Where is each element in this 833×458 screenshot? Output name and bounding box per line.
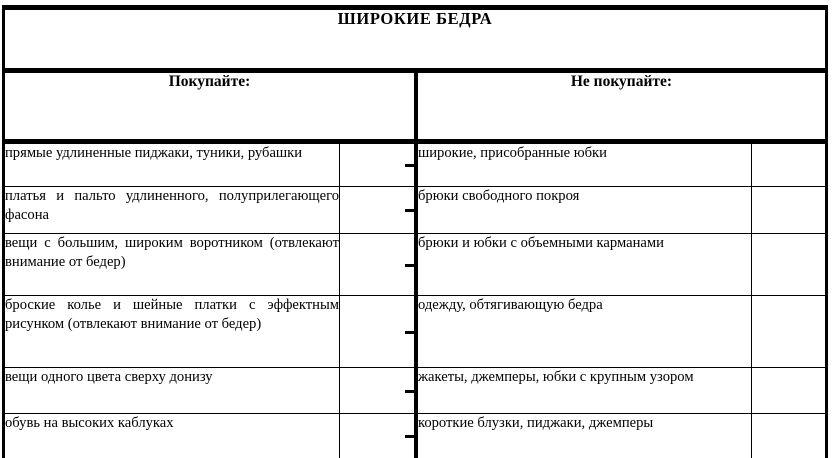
cell-buy-note (340, 368, 416, 414)
cell-buy: обувь на высоких каблуках (4, 414, 340, 458)
cell-buy-note (340, 142, 416, 187)
cell-dont-buy-note (752, 368, 827, 414)
table-row (4, 414, 827, 458)
row-tick-mark (405, 331, 414, 334)
table-header-row (4, 71, 827, 142)
table-row (4, 234, 827, 296)
row-tick-mark (405, 209, 414, 212)
column-header-buy (4, 71, 416, 142)
cell-buy-note (340, 187, 416, 234)
cell-dont-buy: жакеты, джемперы, юбки с крупным узором (416, 368, 752, 414)
cell-dont-buy-note (752, 296, 827, 368)
table-row (4, 296, 827, 368)
table-row (4, 142, 827, 187)
cell-dont-buy-note (752, 414, 827, 458)
cell-dont-buy: широкие, присобранные юбки (416, 142, 752, 187)
cell-dont-buy: брюки свободного покроя (416, 187, 752, 234)
cell-buy-note (340, 296, 416, 368)
cell-dont-buy-note (752, 187, 827, 234)
cell-buy: прямые удлиненные пиджаки, туники, рубашки (4, 142, 340, 187)
cell-buy-note (340, 414, 416, 458)
cell-dont-buy-note (752, 234, 827, 296)
cell-buy: вещи с большим, широким воротником (отвлекают внимание от бедер) (4, 234, 340, 296)
cell-dont-buy: одежду, обтягивающую бедра (416, 296, 752, 368)
table-title-row (4, 8, 827, 71)
table-row (4, 368, 827, 414)
table-title-cell (4, 8, 827, 71)
cell-dont-buy: короткие блузки, пиджаки, джемперы (416, 414, 752, 458)
cell-dont-buy: брюки и юбки с объемными карманами (416, 234, 752, 296)
cell-buy: платья и пальто удлиненного, полуприлегающего фасона (4, 187, 340, 234)
cell-buy: вещи одного цвета сверху донизу (4, 368, 340, 414)
page-title: ШИРОКИЕ БЕДРА (337, 9, 493, 28)
cell-dont-buy-note (752, 142, 827, 187)
row-tick-mark (405, 164, 414, 167)
cell-buy: броские колье и шейные платки с эффектным рисунком (отвлекают внимание от бедер) (4, 296, 340, 368)
cell-buy-note (340, 234, 416, 296)
row-tick-mark (405, 264, 414, 267)
row-tick-mark (405, 390, 414, 393)
column-header-dont-buy-label: Не покупайте: (570, 73, 673, 90)
row-tick-mark (405, 435, 414, 438)
column-header-dont-buy (416, 71, 827, 142)
table-row (4, 187, 827, 234)
column-header-buy-label: Покупайте: (168, 73, 251, 90)
recommendations-table (2, 5, 828, 458)
